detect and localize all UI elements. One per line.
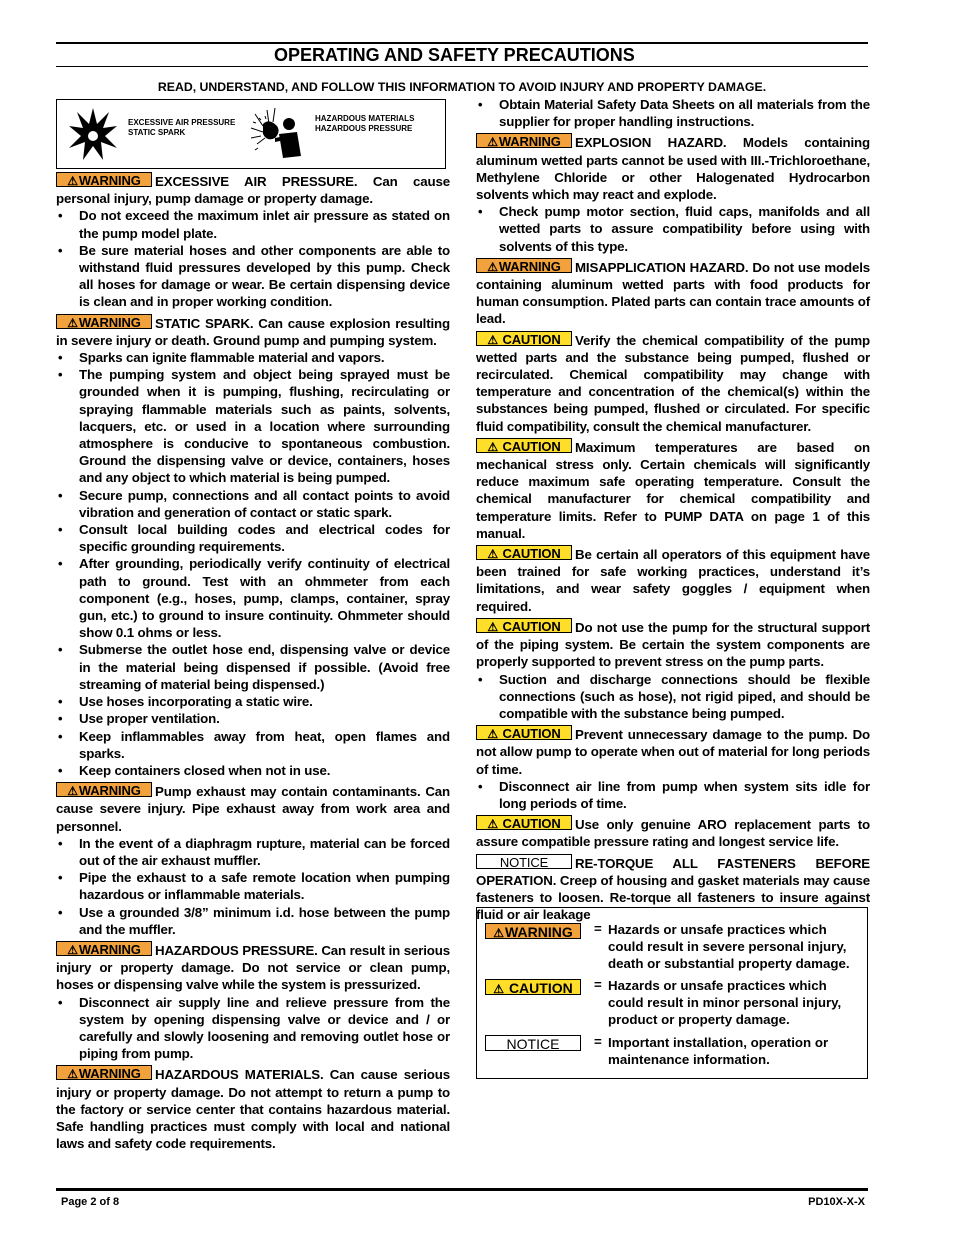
list-item: • Disconnect air line from pump when system sits idle for long periods of time. — [476, 778, 870, 812]
list-item: • Be sure material hoses and other components are able to withstand fluid pressures developed by this pump. Check all hoses for damage or wear. Be certain dispensing device is clean and in proper working condition. — [56, 242, 450, 311]
list-item: • The pumping system and object being sprayed must be grounded when it is pumping, flushing, recirculating or spraying flammable materials such as paints, solvents, lacquers, etc. or used in a location where surrounding atmosphere is conducive to spontaneous combustion. Ground the dispensing valve or device, containers, hoses and any object to which material is being pumped. — [56, 366, 450, 486]
caution-badge: ⚠ CAUTION — [476, 815, 572, 830]
caution-badge: ⚠ CAUTION — [476, 725, 572, 740]
warning-hazardous-pressure: ⚠WARNING HAZARDOUS PRESSURE. Can result in serious injury or property damage. Do not service or clean pump, hoses or dispensing valve while the system is pressurized. — [56, 941, 450, 993]
explosion-icon — [67, 106, 119, 162]
caution-triangle-icon: ⚠ — [487, 332, 498, 347]
warning-badge: ⚠WARNING — [56, 314, 152, 329]
caution-triangle-icon: ⚠ — [487, 817, 498, 832]
hazard-symbols-box — [56, 99, 446, 169]
caution-genuine-parts: ⚠ CAUTION Use only genuine ARO replacement parts to assure compatible pressure rating and longest service life. — [476, 816, 870, 850]
caution-operators-trained: ⚠ CAUTION Be certain all operators of this equipment have been trained for safe working practices, understand it’s limitations, and wear safety goggles / equipment when required. — [476, 546, 870, 614]
warning-hazardous-materials: ⚠WARNING HAZARDOUS MATERIALS. Can cause serious injury or property damage. Do not attempt to return a pump to the factory or service center that contains hazardous material. Safe handling practices must comply with local and national laws and safety code requirements. — [56, 1066, 450, 1152]
warning-explosion-hazard: ⚠WARNING EXPLOSION HAZARD. Models containing aluminum wetted parts cannot be used with III.-Trichloroethane, Methylene Chloride or other Halogenated Hydrocarbon solvents which may react and explode. — [476, 134, 870, 203]
bottom-rule — [56, 1188, 868, 1191]
warning-badge: ⚠WARNING — [476, 133, 572, 148]
warning-triangle-icon: ⚠ — [67, 784, 78, 799]
caution-triangle-icon: ⚠ — [487, 619, 498, 634]
warning-excessive-air: ⚠WARNING EXCESSIVE AIR PRESSURE. Can cause personal injury, pump damage or property damage. — [56, 173, 450, 207]
list-item: • Do not exceed the maximum inlet air pressure as stated on the pump model plate. — [56, 207, 450, 241]
hazard-label-hazardous-materials: HAZARDOUS MATERIALS — [315, 114, 415, 123]
notice-badge: NOTICE — [476, 854, 572, 869]
hazard-label-excessive-air: EXCESSIVE AIR PRESSURE — [128, 118, 236, 127]
caution-prevent-damage: ⚠ CAUTION Prevent unnecessary damage to the pump. Do not allow pump to operate when out of material for long periods of time. — [476, 726, 870, 777]
list-item: • In the event of a diaphragm rupture, material can be forced out of the air exhaust muffler. — [56, 835, 450, 869]
list-item: • Consult local building codes and electrical codes for specific grounding requirements. — [56, 521, 450, 555]
list-item: • Check pump motor section, fluid caps, manifolds and all wetted parts to assure compatibility before using with solvents of this type. — [476, 203, 870, 255]
warning-badge: ⚠WARNING — [56, 172, 152, 187]
warning-misapplication: ⚠WARNING MISAPPLICATION HAZARD. Do not use models containing aluminum wetted parts with food products for human consumption. Plated parts can contain trace amounts of lead. — [476, 258, 870, 327]
caution-triangle-icon: ⚠ — [493, 982, 505, 996]
warning-triangle-icon: ⚠ — [67, 174, 78, 188]
right-column — [476, 96, 870, 923]
caution-badge: ⚠ CAUTION — [476, 331, 572, 346]
list-item: • Disconnect air supply line and relieve pressure from the system by opening dispensing valve or device and / or carefully and slowly loosening and removing outlet hose or piping from pump. — [56, 994, 450, 1063]
list-item: • Keep containers closed when not in use. — [56, 762, 450, 779]
left-column — [56, 172, 450, 1152]
notice-retorque: NOTICE RE-TORQUE ALL FASTENERS BEFORE OPERATION. Creep of housing and gasket materials may cause fasteners to loosen. Re-torque all fasteners to insure against fluid or air leakage — [476, 854, 870, 923]
legend-warning-text: Hazards or unsafe practices which could result in severe personal injury, death or substantial property damage. — [608, 922, 850, 972]
signal-word-legend — [476, 907, 868, 1079]
caution-badge: ⚠ CAUTION — [476, 438, 572, 453]
warning-badge: ⚠WARNING — [56, 1065, 152, 1080]
caution-structural-support: ⚠ CAUTION Do not use the pump for the structural support of the piping system. Be certain the system components are properly supported to prevent stress on the pump parts. — [476, 618, 870, 670]
list-item: • Secure pump, connections and all contact points to avoid vibration and generation of contact or static spark. — [56, 487, 450, 521]
caution-triangle-icon: ⚠ — [487, 547, 498, 562]
title-rule — [56, 66, 868, 67]
page-number: Page 2 of 8 — [61, 1196, 120, 1208]
legend-equals: = — [594, 921, 602, 936]
hazardous-material-icon — [245, 104, 309, 164]
warning-triangle-icon: ⚠ — [493, 926, 505, 940]
legend-equals: = — [594, 1034, 602, 1049]
warning-static-spark: ⚠WARNING STATIC SPARK. Can cause explosion resulting in severe injury or death. Ground pump and pumping system. — [56, 314, 450, 348]
list-item: • Sparks can ignite flammable material and vapors. — [56, 349, 450, 366]
list-item: • Pipe the exhaust to a safe remote location when pumping hazardous or inflammable materials. — [56, 869, 450, 903]
list-item: • After grounding, periodically verify continuity of electrical path to ground. Test with an ohmmeter from each component (e.g., hoses, pump, clamps, container, spray gun, etc.) to ground to insure continuity. Ohmmeter should show 0.1 ohms or less. — [56, 555, 450, 641]
warning-badge: ⚠WARNING — [56, 941, 152, 956]
legend-caution-badge: ⚠ CAUTION — [485, 979, 581, 995]
caution-chemical-compatibility: ⚠ CAUTION Verify the chemical compatibility of the pump wetted parts and the substance being pumped, flushed or recirculated. Chemical compatibility may change with temperature and concentration of the chemical(s) within the substances being pumped, flushed or circulated. For specific fluid compatibility, consult the chemical manufacturer. — [476, 331, 870, 434]
caution-triangle-icon: ⚠ — [487, 727, 498, 742]
warning-triangle-icon: ⚠ — [67, 1067, 78, 1082]
caution-badge: ⚠ CAUTION — [476, 545, 572, 560]
page-subheader: READ, UNDERSTAND, AND FOLLOW THIS INFORMATION TO AVOID INJURY AND PROPERTY DAMAGE. — [157, 80, 767, 94]
list-item: • Use proper ventilation. — [56, 710, 450, 727]
warning-triangle-icon: ⚠ — [67, 315, 78, 330]
list-item: • Suction and discharge connections should be flexible connections (such as hose), not rigid piped, and should be compatible with the substance being pumped. — [476, 671, 870, 723]
legend-notice-badge: NOTICE — [485, 1035, 581, 1051]
warning-triangle-icon: ⚠ — [487, 259, 498, 274]
caution-triangle-icon: ⚠ — [487, 439, 498, 454]
caution-badge: ⚠ CAUTION — [476, 618, 572, 633]
caution-max-temperature: ⚠ CAUTION Maximum temperatures are based on mechanical stress only. Certain chemicals will significantly reduce maximum safe operating temperature. Consult the chemical manufacturer for chemical compatibility and temperature limits. Refer to PUMP DATA on page 1 of this manual. — [476, 438, 870, 541]
document-code: PD10X-X-X — [808, 1196, 865, 1208]
legend-notice-text: Important installation, operation or maintenance information. — [608, 1035, 829, 1068]
warning-badge: ⚠WARNING — [476, 258, 572, 273]
list-item: • Submerse the outlet hose end, dispensing valve or device in the material being dispensed if possible. (Avoid free streaming of material being dispensed.) — [56, 641, 450, 693]
warning-exhaust: ⚠WARNING Pump exhaust may contain contaminants. Can cause severe injury. Pipe exhaust away from work area and personnel. — [56, 783, 450, 834]
page-title: OPERATING AND SAFETY PRECAUTIONS — [274, 45, 635, 65]
list-item: • Use a grounded 3/8” minimum i.d. hose between the pump and the muffler. — [56, 904, 450, 938]
top-rule — [56, 42, 868, 44]
hazard-label-hazardous-pressure: HAZARDOUS PRESSURE — [315, 124, 413, 133]
list-item: • Use hoses incorporating a static wire. — [56, 693, 450, 710]
warning-triangle-icon: ⚠ — [487, 135, 498, 150]
warning-triangle-icon: ⚠ — [67, 942, 78, 957]
legend-equals: = — [594, 977, 602, 992]
legend-caution-text: Hazards or unsafe practices which could result in minor personal injury, product or property damage. — [608, 978, 842, 1028]
list-item: • Obtain Material Safety Data Sheets on all materials from the supplier for proper handling instructions. — [476, 96, 870, 130]
legend-warning-badge: ⚠WARNING — [485, 923, 581, 939]
hazard-label-static-spark: STATIC SPARK — [128, 128, 186, 137]
warning-badge: ⚠WARNING — [56, 782, 152, 797]
list-item: • Keep inflammables away from heat, open flames and sparks. — [56, 728, 450, 762]
